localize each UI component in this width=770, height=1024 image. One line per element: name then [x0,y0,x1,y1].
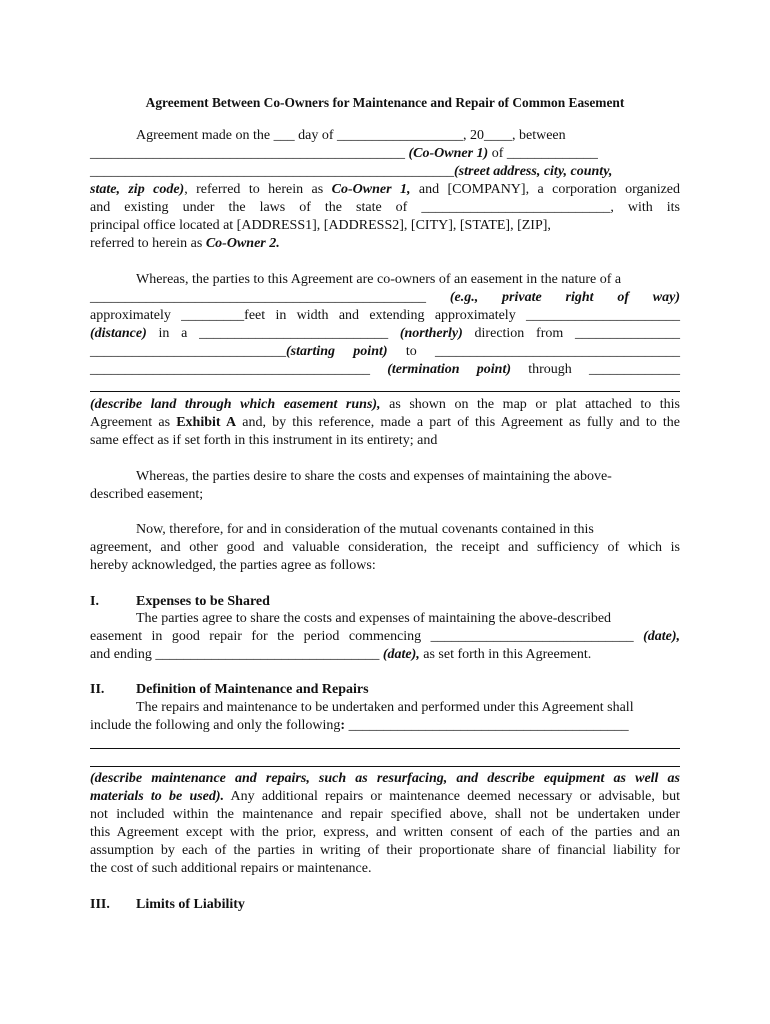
whereas1-line-8 [90,396,680,414]
ending-text: and ending ________________________________ [90,647,383,662]
co-owner-1-of: of _____________ [488,146,598,161]
exhibit-post: and, by this reference, made a part of this Agreement as fully and to the [236,415,680,430]
co-owner-2-term: Co-Owner 2. [205,236,280,251]
co-owner-1-label: (Co-Owner 1) [408,146,489,161]
start-blank: ____________________________ [90,344,286,359]
include-text: include the following and only the following [90,718,341,733]
materials-hint: materials to be used). [90,789,225,804]
date-hint-end: (date), [382,647,420,662]
whereas1-line-10: same effect as if set forth in this instrument in its entirety; and [90,433,438,448]
section-2-line-7: not included within the maintenance and repair specified above, shall not be undertaken under [90,807,680,822]
map-text: as shown on the map or plat attached to this [380,397,680,412]
include-colon: : [340,718,346,733]
exhibit-pre: Agreement as [90,415,177,430]
distance-hint: (distance) [90,326,147,341]
section-2-numeral: II. [90,682,105,697]
whereas1-line-6 [90,361,680,379]
direction-blank: in a ___________________________ [146,326,400,341]
section-2-line-9: assumption by each of the parties in writing of their proportionate share of financial liability for [90,843,680,858]
section-2-line-10: the cost of such additional repairs or maintenance. [90,861,372,876]
blank-rule-land [90,391,680,392]
section-2-line-8: this Agreement except with the prior, express, and written consent of each of the parties and an [90,825,680,840]
direction-from: direction from _______________ [462,326,680,341]
address-hint: (street address, city, county, [454,164,613,179]
section-3-heading: Limits of Liability [136,897,245,912]
section-2-line-2 [90,717,629,735]
ending-tail: as set forth in this Agreement. [419,647,592,662]
section-1-line-2 [90,628,680,646]
to-blank: to ___________________________________ [387,344,680,359]
section-3-numeral: III. [90,897,110,912]
exhibit-a: Exhibit A [176,415,237,430]
end-blank: ________________________________________ [90,362,388,377]
intro-line-2 [90,145,598,163]
document-title: Agreement Between Co-Owners for Maintenance and Repair of Common Easement [145,95,625,110]
section-2-line-6 [90,788,680,806]
additional-text: Any additional repairs or maintenance deemed necessary or advisable, but [224,789,680,804]
section-2-heading: Definition of Maintenance and Repairs [136,682,369,697]
end-hint: (termination point) [387,362,512,377]
intro-line-4 [90,181,680,199]
now-line-2: agreement, and other good and valuable consideration, the receipt and sufficiency of which is [90,540,680,555]
easement-type-blank: ________________________________________________ [90,290,450,305]
start-hint: (starting point) [286,344,388,359]
repairs-hint: (describe maintenance and repairs, such as resurfacing, and describe equipment as well as [90,771,680,786]
section-1-line-1: The parties agree to share the costs and expenses of maintaining the above-described [136,611,612,626]
now-line-1: Now, therefore, for and in consideration of the mutual covenants contained in this [136,522,594,537]
now-line-3: hereby acknowledged, the parties agree as follows: [90,558,376,573]
whereas2-line-1: Whereas, the parties desire to share the costs and expenses of maintaining the above- [136,469,612,484]
co-owner-1-blank: _____________________________________________ [90,146,409,161]
through-blank: through _____________ [511,362,680,377]
easement-type-hint: (e.g., private right of way) [449,290,681,305]
section-1-line-3 [90,646,591,664]
intro-line-7 [90,235,280,253]
direction-hint: (northerly) [399,326,463,341]
whereas1-line-2 [90,289,680,307]
company-text: and [COMPANY], a corporation organized [410,182,681,197]
intro-line-6: principal office located at [ADDRESS1], [ADDRESS2], [CITY], [STATE], [ZIP], [90,218,551,233]
section-2-line-5 [90,770,680,788]
intro-line-1: Agreement made on the ___ day of __________________, 20____, between [136,128,566,143]
whereas1-line-1: Whereas, the parties to this Agreement are co-owners of an easement in the nature of a [136,272,622,287]
blank-rule-repairs-2 [90,766,680,767]
section-1-numeral: I. [90,594,99,609]
whereas1-line-5 [90,343,680,361]
referred-text-2: referred to herein as [90,236,206,251]
whereas1-line-3: approximately _________feet in width and extending approximately ______________________ [90,308,680,323]
address-hint-cont: state, zip code) [90,182,185,197]
address-blank: ____________________________________________________ [90,164,454,179]
section-1-heading: Expenses to be Shared [136,594,270,609]
intro-line-5: and existing under the laws of the state of ___________________________, with its [90,200,680,215]
blank-rule-repairs-1 [90,748,680,749]
date-hint-start: (date), [643,629,680,644]
co-owner-1-term: Co-Owner 1, [331,182,411,197]
land-hint: (describe land through which easement runs), [90,397,381,412]
include-blank: ________________________________________ [345,718,629,733]
commencing-text: easement in good repair for the period commencing _____________________________ [90,629,644,644]
whereas2-line-2: described easement; [90,487,204,502]
whereas1-line-9 [90,414,680,432]
intro-line-3 [90,163,612,181]
section-2-line-1: The repairs and maintenance to be undertaken and performed under this Agreement shall [136,700,634,715]
referred-text: , referred to herein as [184,182,332,197]
whereas1-line-4 [90,325,680,343]
